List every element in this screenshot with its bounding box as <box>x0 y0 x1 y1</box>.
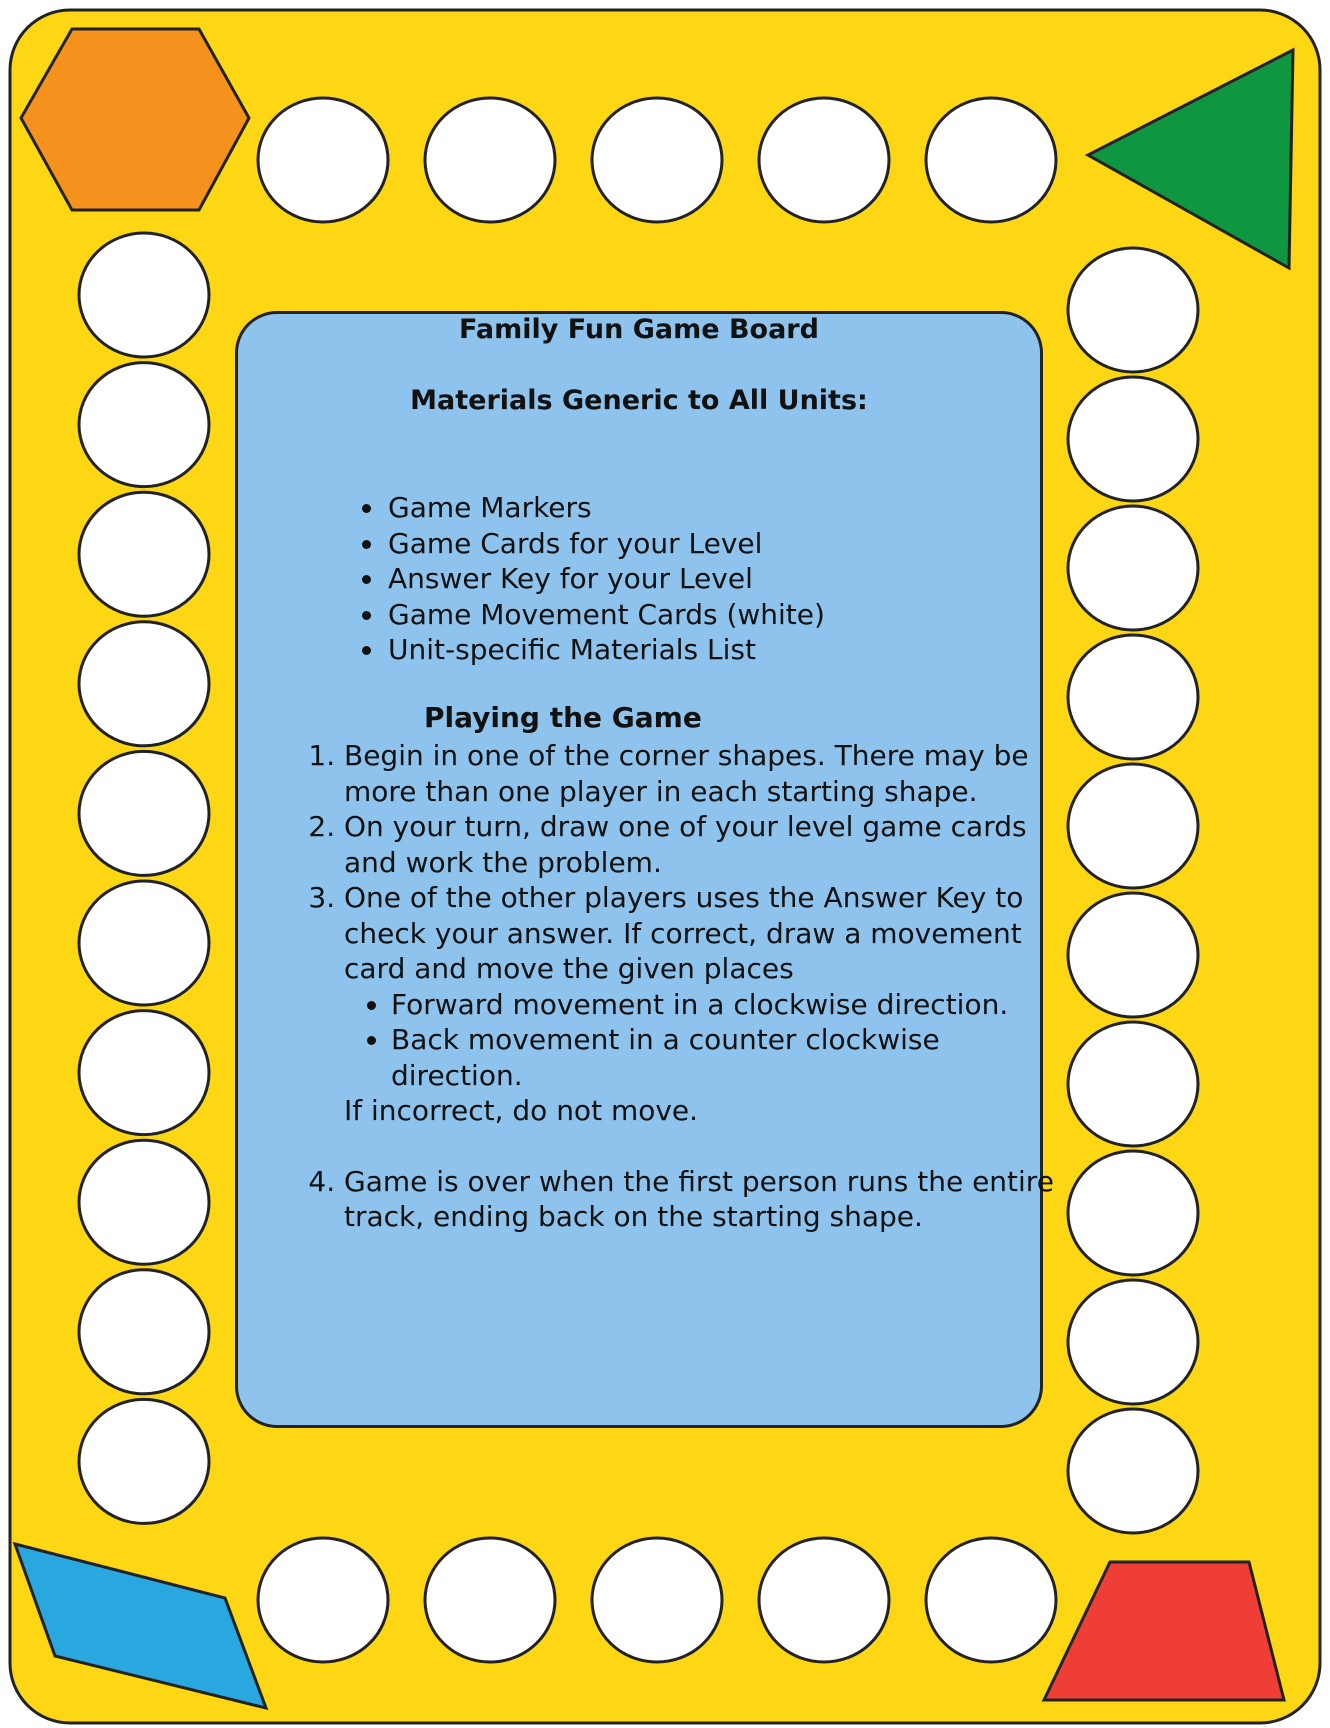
track-space[interactable] <box>79 1011 209 1135</box>
step-text: Game is over when the first person runs the entire track, ending back on the starting shape. <box>344 1164 1054 1233</box>
list-item: • Game Movement Cards (white) <box>386 597 825 633</box>
list-item: • Game Markers <box>386 490 825 526</box>
track-space[interactable] <box>1068 377 1198 501</box>
track-space[interactable] <box>425 98 555 222</box>
track-space[interactable] <box>79 233 209 357</box>
track-space[interactable] <box>79 622 209 746</box>
track-space[interactable] <box>592 98 722 222</box>
track-space[interactable] <box>79 1140 209 1264</box>
list-item: • Game Cards for your Level <box>386 526 825 562</box>
materials-list <box>328 490 825 668</box>
list-item: • Answer Key for your Level <box>386 561 825 597</box>
track-space[interactable] <box>1068 1280 1198 1404</box>
track-space[interactable] <box>79 751 209 875</box>
track-space[interactable] <box>79 363 209 487</box>
track-space[interactable] <box>425 1538 555 1662</box>
track-space[interactable] <box>258 98 388 222</box>
instructions-panel <box>235 311 1054 1428</box>
page-title: Family Fun Game Board <box>459 314 819 345</box>
track-space[interactable] <box>592 1538 722 1662</box>
list-item: • Forward movement in a clockwise direction. <box>391 987 1056 1023</box>
steps-list <box>294 738 1056 1235</box>
step-item <box>344 738 1056 809</box>
track-space[interactable] <box>1068 764 1198 888</box>
step-item <box>344 1164 1056 1235</box>
track-space[interactable] <box>79 881 209 1005</box>
movement-list <box>344 987 1056 1094</box>
materials-heading: Materials Generic to All Units: <box>410 385 868 416</box>
step-item <box>344 880 1056 1129</box>
step-text: Begin in one of the corner shapes. There may be more than one player in each starting shape. <box>344 739 1029 808</box>
track-space[interactable] <box>1068 248 1198 372</box>
track-space[interactable] <box>1068 1409 1198 1533</box>
track-space[interactable] <box>926 1538 1056 1662</box>
list-item: • Back movement in a counter clockwise direction. <box>391 1022 1056 1093</box>
track-space[interactable] <box>79 1270 209 1394</box>
track-space[interactable] <box>258 1538 388 1662</box>
step-item <box>344 809 1056 880</box>
track-space[interactable] <box>79 1399 209 1523</box>
track-space[interactable] <box>1068 1022 1198 1146</box>
playing-heading: Playing the Game <box>424 701 702 734</box>
track-space[interactable] <box>759 98 889 222</box>
step-text: One of the other players uses the Answer Key to check your answer. If correct, draw a movement card and move the given places <box>344 881 1024 985</box>
track-space[interactable] <box>759 1538 889 1662</box>
step-text: On your turn, draw one of your level game cards and work the problem. <box>344 810 1027 879</box>
track-space[interactable] <box>79 492 209 616</box>
track-space[interactable] <box>1068 506 1198 630</box>
track-space[interactable] <box>1068 1151 1198 1275</box>
track-space[interactable] <box>1068 893 1198 1017</box>
list-item: • Unit-specific Materials List <box>386 632 825 668</box>
incorrect-note: If incorrect, do not move. <box>344 1094 699 1127</box>
track-space[interactable] <box>926 98 1056 222</box>
track-space[interactable] <box>1068 635 1198 759</box>
